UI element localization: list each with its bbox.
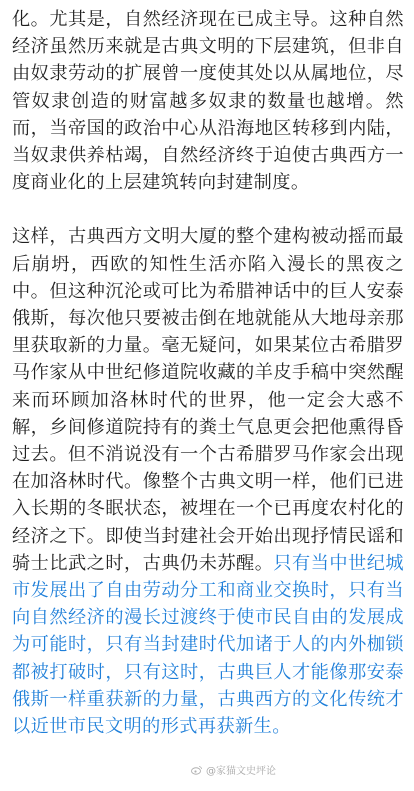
paragraph-2-highlight: 只有当中世纪城市发展出了自由劳动分工和商业交换时，只有当向自然经济的漫长过渡终于使市民自由的发展成为可能时，只有当封建时代加诸于人的内外枷锁都被打破时，只有这时，古典巨人才能像那安泰俄斯一样重获新的力量，古典西方的文化传统才以近世市民文明的形式再获新生。 bbox=[12, 552, 404, 738]
paragraph-2 bbox=[12, 223, 404, 740]
weibo-icon bbox=[191, 765, 203, 775]
watermark bbox=[191, 762, 276, 777]
paragraph-2-text: 这样，古典西方文明大厦的整个建构被动摇而最后崩坍，西欧的知性生活亦陷入漫长的黑夜之中。但这种沉沦或可比为希腊神话中的巨人安泰俄斯，每次他只要被击倒在地就能从大地母亲那里获取新的力量。毫无疑问，如果某位古希腊罗马作家从中世纪修道院收藏的羊皮手稿中突然醒来而环顾加洛林时代的世界，他一定会大惑不解，乡间修道院持有的粪土气息更会把他熏得昏过去。但不消说没有一个古希腊罗马作家会出现在加洛林时代。像整个古典文明一样，他们已进入长期的冬眠状态，被埋在一个已再度农村化的经济之下。即使当封建社会开始出现抒情民谣和骑士比武之时，古典仍未苏醒。 bbox=[12, 226, 404, 574]
watermark-text: @家猫文史坪论 bbox=[206, 766, 276, 777]
paragraph-1: 化。尤其是，自然经济现在已成主导。这种自然经济虽然历来就是古典文明的下层建筑，但非自由奴隶劳动的扩展曾一度使其处以从属地位，尽管奴隶创造的财富越多奴隶的数量也越增。然而，当帝国的政治中心从沿海地区转移到内陆，当奴隶供养枯竭，自然经济终于迫使古典西方一度商业化的上层建筑转向封建制度。 bbox=[12, 9, 404, 194]
